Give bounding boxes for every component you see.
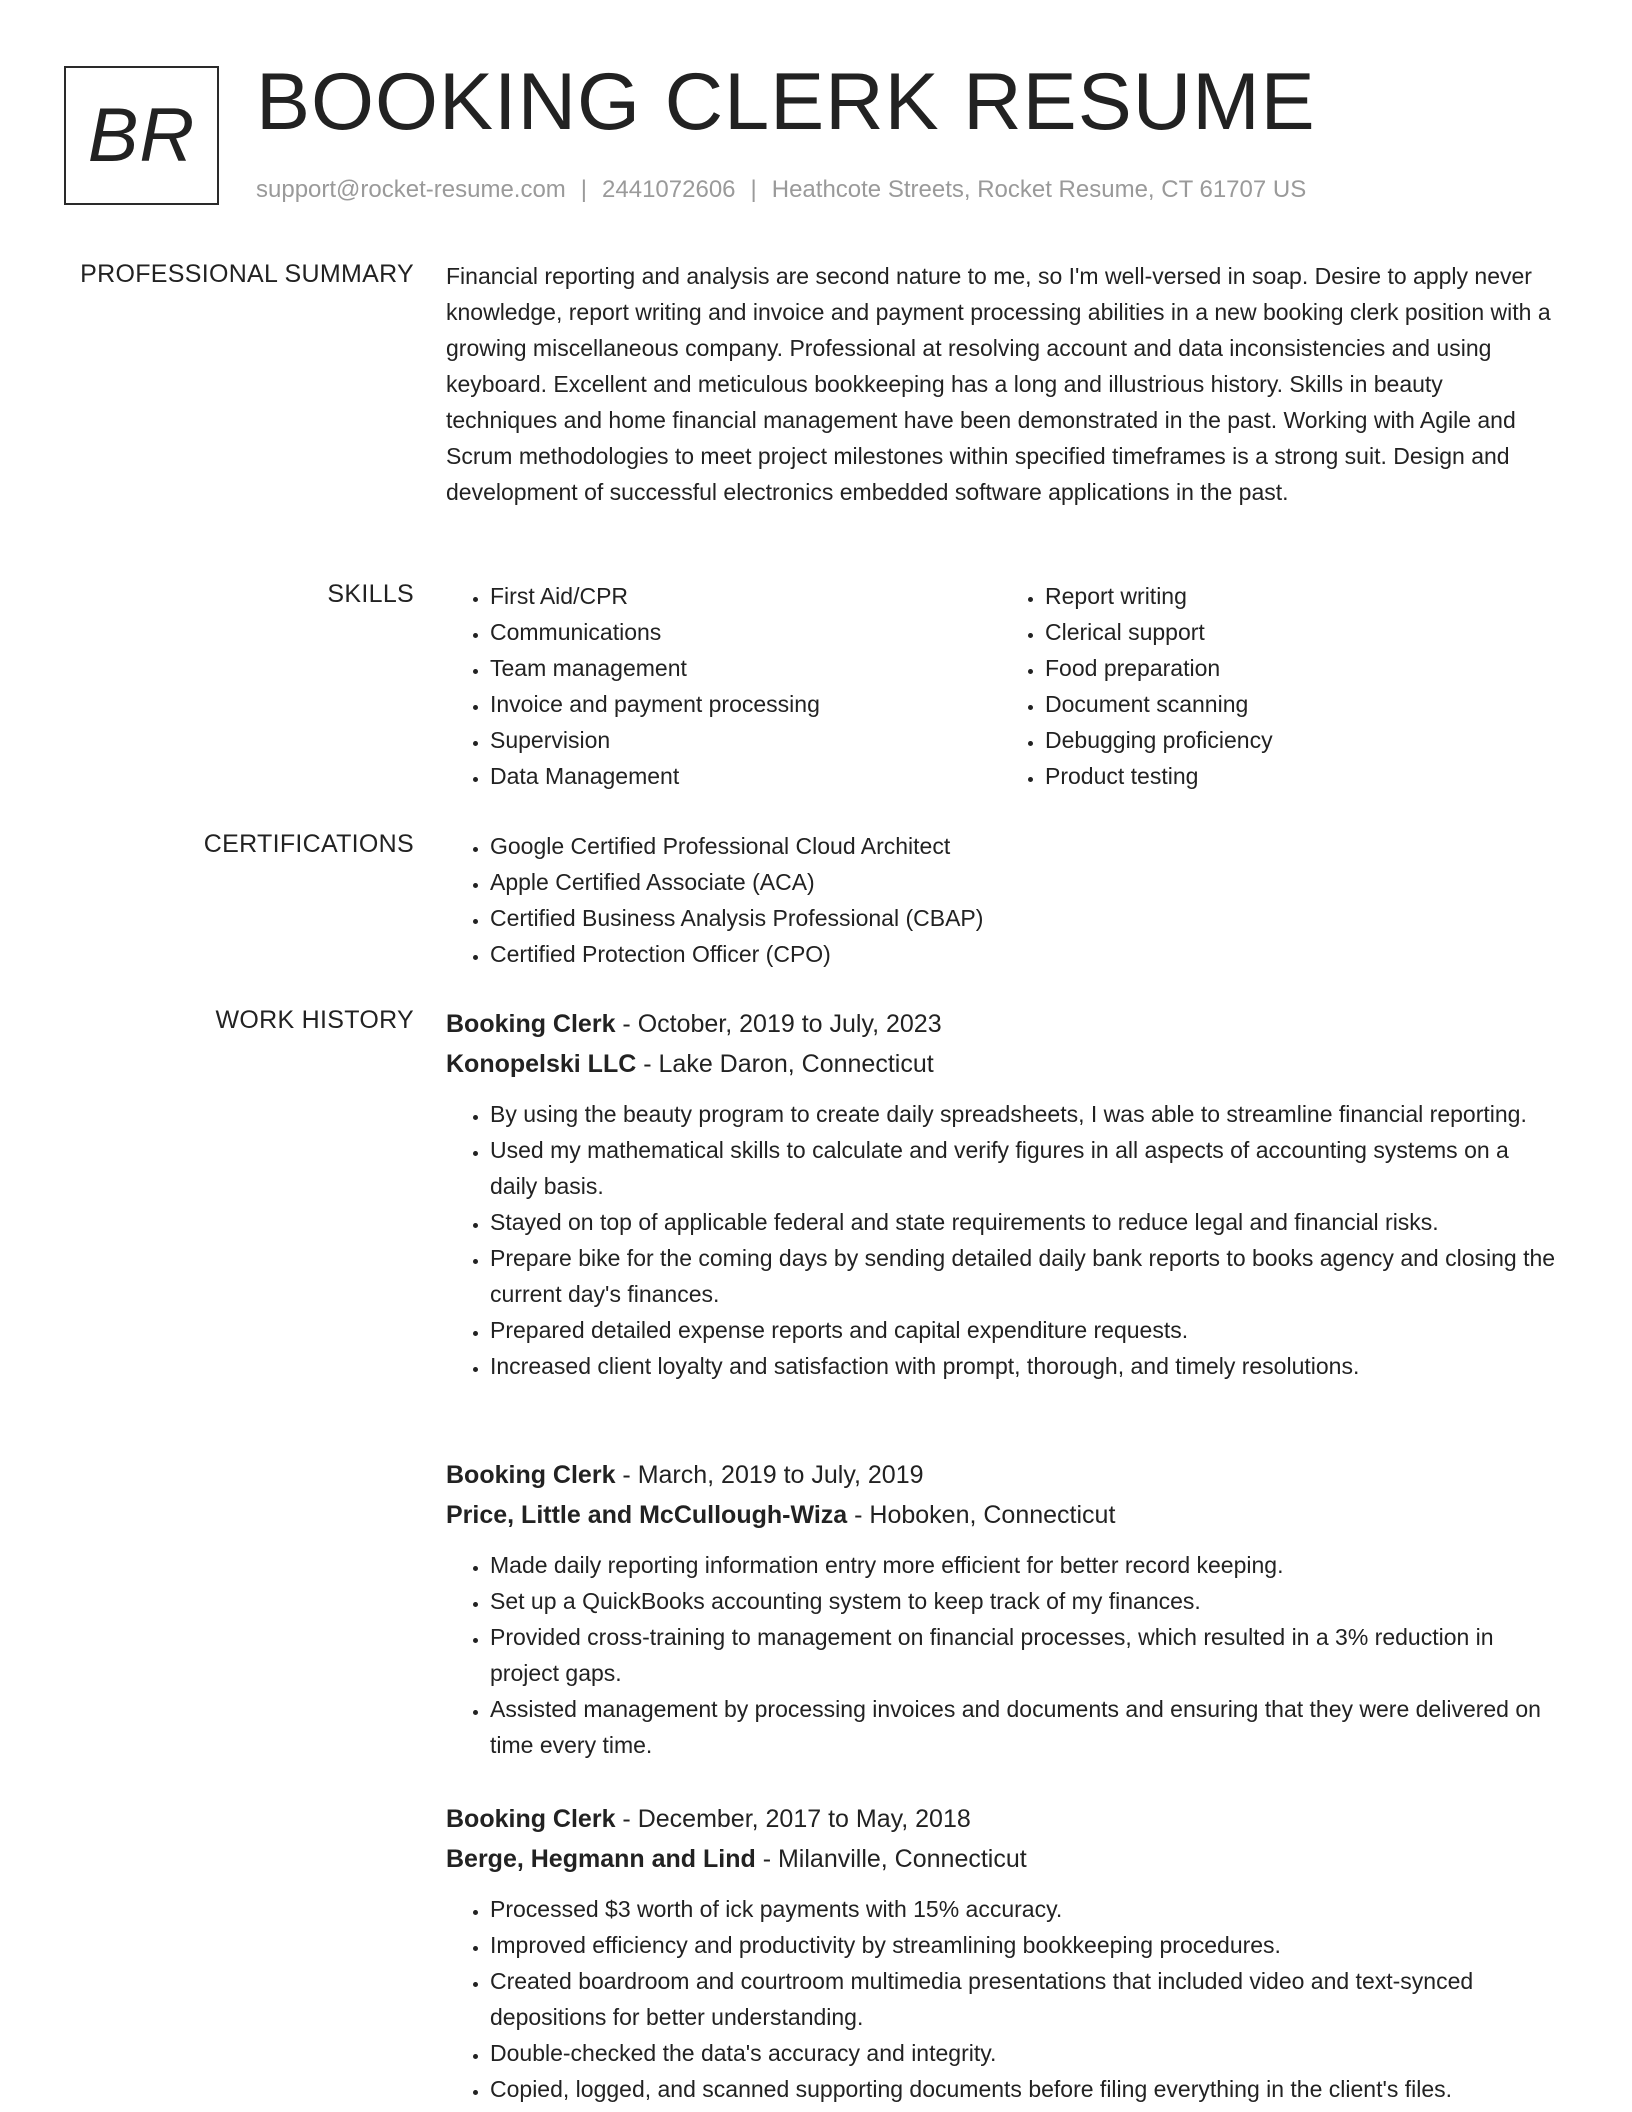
- work-history-title: WORK HISTORY: [215, 1006, 414, 1034]
- skills-title: SKILLS: [327, 580, 414, 608]
- job-entry: [446, 1004, 1556, 1384]
- contact-phone: 2441072606: [602, 176, 736, 203]
- job-bullets: [446, 1891, 1556, 2107]
- job-bullet: • Processed $3 worth of ick payments with 15% accuracy.: [490, 1891, 1556, 1927]
- contact-separator: |: [750, 176, 757, 203]
- certification-item: • Certified Protection Officer (CPO): [490, 936, 1556, 972]
- job-bullet: • Improved efficiency and productivity by streamlining bookkeeping procedures.: [490, 1927, 1556, 1963]
- certification-item: • Google Certified Professional Cloud Architect: [490, 828, 1556, 864]
- resume-header: [0, 0, 1632, 230]
- job-company-line: [446, 1839, 1556, 1879]
- skills-list-left: [446, 578, 1001, 794]
- skill-item: • Supervision: [490, 722, 1001, 758]
- job-bullets: [446, 1096, 1556, 1384]
- job-company-line: [446, 1495, 1556, 1535]
- summary-title: PROFESSIONAL SUMMARY: [80, 260, 414, 288]
- job-bullet: • Set up a QuickBooks accounting system to keep track of my finances.: [490, 1583, 1556, 1619]
- job-dates: - December, 2017 to May, 2018: [615, 1805, 971, 1833]
- job-bullet: • Prepared detailed expense reports and capital expenditure requests.: [490, 1312, 1556, 1348]
- job-bullets: [446, 1547, 1556, 1763]
- job-entry: [446, 1455, 1556, 1763]
- summary-text: Financial reporting and analysis are second nature to me, so I'm well-versed in soap. Desire to apply never knowledge, report writing and invoice and payment processing abilities in a new booking clerk position with a growing miscellaneous company. Professional at resolving account and data inconsistencies and using keyboard. Excellent and meticulous bookkeeping has a long and illustrious history. Skills in beauty techniques and home financial management have been demonstrated in the past. Working with Agile and Scrum methodologies to meet project milestones within specified timeframes is a strong suit. Design and development of successful electronics embedded software applications in the past.: [446, 263, 1551, 505]
- skill-item: • Clerical support: [1045, 614, 1556, 650]
- job-company: Konopelski LLC: [446, 1050, 637, 1078]
- job-role-line: [446, 1799, 1556, 1839]
- job-role-line: [446, 1455, 1556, 1495]
- skill-item: • Invoice and payment processing: [490, 686, 1001, 722]
- skill-item: • Product testing: [1045, 758, 1556, 794]
- contact-separator: |: [580, 176, 588, 203]
- job-bullet: • Created boardroom and courtroom multimedia presentations that included video and text-synced depositions for better understanding.: [490, 1963, 1556, 2035]
- job-role: Booking Clerk: [446, 1805, 616, 1833]
- skill-item: • Communications: [490, 614, 1001, 650]
- skill-item: • Document scanning: [1045, 686, 1556, 722]
- job-location: - Lake Daron, Connecticut: [636, 1050, 934, 1078]
- skills-content: [446, 578, 1556, 794]
- job-bullet: • Double-checked the data's accuracy and integrity.: [490, 2035, 1556, 2071]
- job-dates: - March, 2019 to July, 2019: [615, 1461, 924, 1489]
- skills-list-right: [1001, 578, 1556, 794]
- skill-item: • Team management: [490, 650, 1001, 686]
- certification-item: • Certified Business Analysis Professional (CBAP): [490, 900, 1556, 936]
- monogram-badge: BR: [64, 66, 219, 205]
- contact-email: support@rocket-resume.com: [256, 176, 566, 203]
- job-entry: [446, 1799, 1556, 2107]
- job-role: Booking Clerk: [446, 1010, 616, 1038]
- job-bullet: • Copied, logged, and scanned supporting documents before filing everything in the client's files.: [490, 2071, 1556, 2107]
- job-company: Berge, Hegmann and Lind: [446, 1845, 756, 1873]
- skill-item: • Data Management: [490, 758, 1001, 794]
- resume-title: BOOKING CLERK RESUME: [256, 57, 1316, 147]
- job-bullet: • Assisted management by processing invoices and documents and ensuring that they were delivered on time every time.: [490, 1691, 1556, 1763]
- job-bullet: • Prepare bike for the coming days by sending detailed daily bank reports to books agency and closing the current day's finances.: [490, 1240, 1556, 1312]
- job-role-line: [446, 1004, 1556, 1044]
- job-bullet: • Stayed on top of applicable federal and state requirements to reduce legal and financial risks.: [490, 1204, 1556, 1240]
- job-bullet: • Increased client loyalty and satisfaction with prompt, thorough, and timely resolutions.: [490, 1348, 1556, 1384]
- job-location: - Hoboken, Connecticut: [847, 1501, 1116, 1529]
- job-bullet: • Made daily reporting information entry more efficient for better record keeping.: [490, 1547, 1556, 1583]
- job-company-line: [446, 1044, 1556, 1084]
- job-company: Price, Little and McCullough-Wiza: [446, 1501, 848, 1529]
- skill-item: • Report writing: [1045, 578, 1556, 614]
- job-dates: - October, 2019 to July, 2023: [615, 1010, 942, 1038]
- summary-content: [446, 258, 1556, 510]
- skill-item: • Debugging proficiency: [1045, 722, 1556, 758]
- job-role: Booking Clerk: [446, 1461, 616, 1489]
- skill-item: • First Aid/CPR: [490, 578, 1001, 614]
- job-bullet: • Provided cross-training to management on financial processes, which resulted in a 3% reduction in project gaps.: [490, 1619, 1556, 1691]
- certifications-title: CERTIFICATIONS: [203, 830, 414, 858]
- job-bullet: • By using the beauty program to create daily spreadsheets, I was able to streamline financial reporting.: [490, 1096, 1556, 1132]
- contact-address: Heathcote Streets, Rocket Resume, CT 61707 US: [771, 176, 1307, 203]
- job-location: - Milanville, Connecticut: [755, 1845, 1027, 1873]
- certifications-list: [446, 828, 1556, 972]
- contact-line: [256, 176, 1306, 204]
- skill-item: • Food preparation: [1045, 650, 1556, 686]
- certification-item: • Apple Certified Associate (ACA): [490, 864, 1556, 900]
- certifications-content: [446, 828, 1556, 972]
- job-bullet: • Used my mathematical skills to calculate and verify figures in all aspects of accounting systems on a daily basis.: [490, 1132, 1556, 1204]
